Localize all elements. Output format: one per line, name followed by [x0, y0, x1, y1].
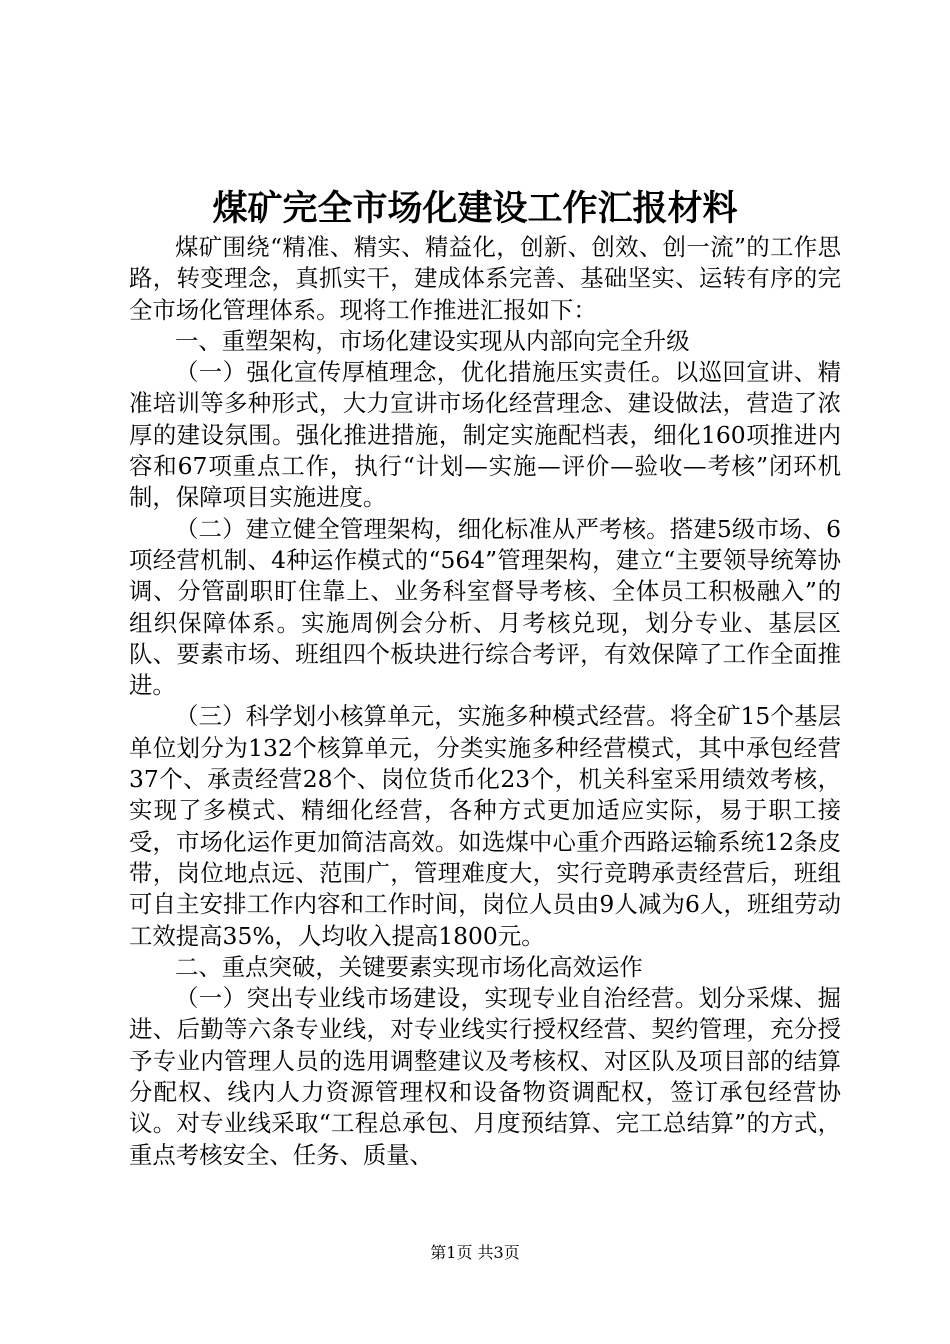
body-paragraph: （一）突出专业线市场建设，实现专业自治经营。划分采煤、掘进、后勤等六条专业线，对专业线实行授权经营、契约管理，充分授予专业内管理人员的选用调整建议及考核权、对区队及项目部的结算分配权、线内人力资源管理权和设备物资调配权，签订承包经营协议。对专业线采取“工程总承包、月度预结算、完工总结算”的方式，重点考核安全、任务、质量、	[129, 984, 841, 1169]
section-heading-1: 一、重塑架构，市场化建设实现从内部向完全升级	[175, 326, 690, 355]
body-paragraph: （一）强化宣传厚植理念，优化措施压实责任。以巡回宣讲、精准培训等多种形式，大力宣讲市场化经营理念、建设做法，营造了浓厚的建设氛围。强化推进措施，制定实施配档表，细化160项推进内容和67项重点工作，执行“计划—实施—评价—验收—考核”闭环机制，保障项目实施进度。	[129, 358, 841, 512]
document-title: 煤矿完全市场化建设工作汇报材料	[212, 188, 738, 229]
body-paragraph: （三）科学划小核算单元，实施多种模式经营。将全矿15个基层单位划分为132个核算单元，分类实施多种经营模式，其中承包经营37个、承责经营28个、岗位货币化23个，机关科室采用绩效考核，实现了多模式、精细化经营，各种方式更加适应实际，易于职工接受，市场化运作更加简洁高效。如选煤中心重介西路运输系统12条皮带，岗位地点远、范围广，管理难度大，实行竞聘承责经营后，班组可自主安排工作内容和工作时间，岗位人员由9人减为6人，班组劳动工效提高35%，人均收入提高1800元。	[129, 702, 841, 950]
page-footer: 第1页 共3页	[430, 1243, 520, 1262]
section-heading-2: 二、重点突破，关键要素实现市场化高效运作	[175, 952, 643, 981]
intro-paragraph: 煤矿围绕“精准、精实、精益化，创新、创效、创一流”的工作思路，转变理念，真抓实干，建成体系完善、基础坚实、运转有序的完全市场化管理体系。现将工作推进汇报如下：	[129, 233, 841, 324]
document-body	[129, 232, 841, 1171]
body-paragraph: （二）建立健全管理架构，细化标准从严考核。搭建5级市场、6项经营机制、4种运作模式的“564”管理架构，建立“主要领导统筹协调、分管副职盯住靠上、业务科室督导考核、全体员工积极融入”的组织保障体系。实施周例会分析、月考核兑现，划分专业、基层区队、要素市场、班组四个板块进行综合考评，有效保障了工作全面推进。	[129, 514, 841, 700]
